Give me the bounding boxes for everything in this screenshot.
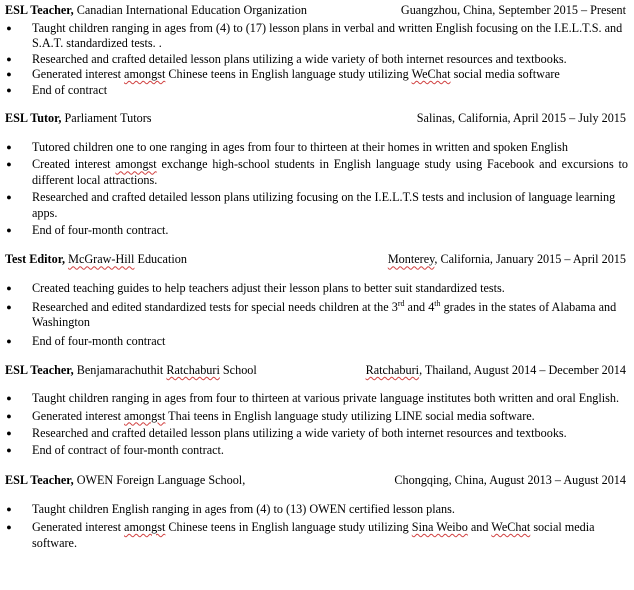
job-role: ESL Tutor,	[5, 111, 62, 126]
job-bullets	[0, 391, 634, 459]
bullet-icon: ●	[6, 84, 12, 95]
bullet-icon: ●	[6, 283, 12, 294]
bullet-text: End of four-month contract.	[32, 223, 169, 238]
job-entry	[0, 362, 634, 459]
job-role: ESL Teacher,	[5, 3, 74, 17]
job-entry	[0, 2, 634, 98]
bullet-text: Researched and crafted detailed lesson plans utilizing a wide variety of both internet resources and textbooks.	[32, 51, 567, 66]
bullet-icon: ●	[6, 23, 12, 33]
bullet-icon: ●	[6, 69, 12, 80]
bullet-text: Taught children ranging in ages from (4) to (17) lesson plans in verbal and written English focusing on the I.E.L.T.S. and S.A.T. standardized tests. .	[32, 21, 623, 51]
job-entry	[0, 110, 634, 238]
job-location-dates: Ratchaburi, Thailand, August 2014 – December 2014	[365, 363, 626, 378]
bullet-icon: ●	[6, 335, 12, 346]
bullet-icon: ●	[6, 142, 12, 153]
job-bullets	[0, 21, 634, 98]
bullet-icon: ●	[6, 225, 12, 236]
bullet-text: Taught children ranging in ages from four to thirteen at various private language institutes both written and oral English.	[32, 391, 620, 406]
list-item	[0, 443, 634, 458]
job-bullets	[0, 502, 634, 551]
bullet-icon: ●	[6, 192, 12, 203]
job-header	[0, 2, 634, 18]
job-header	[0, 251, 634, 267]
job-role: ESL Teacher,	[5, 472, 74, 487]
bullet-text: End of four-month contract	[32, 333, 166, 348]
bullet-icon: ●	[6, 393, 12, 404]
job-header	[0, 362, 634, 378]
list-item	[0, 190, 634, 221]
bullet-icon: ●	[6, 159, 12, 170]
bullet-text: End of contract of four-month contract.	[32, 443, 224, 458]
bullet-text: Researched and crafted detailed lesson plans utilizing focusing on the I.E.L.T.S tests and inclusion of language learning apps.	[32, 190, 616, 220]
list-item	[0, 502, 634, 517]
bullet-icon: ●	[6, 410, 12, 421]
job-bullets	[0, 281, 634, 349]
bullet-icon: ●	[6, 503, 12, 514]
job-bullets	[0, 140, 634, 238]
bullet-text: End of contract	[32, 82, 108, 97]
list-item	[0, 83, 634, 98]
job-title-line	[5, 472, 245, 488]
bullet-icon: ●	[6, 53, 12, 64]
job-title-line	[5, 251, 187, 267]
job-organization: McGraw-Hill Education	[68, 252, 187, 267]
list-item	[0, 334, 634, 349]
job-organization: OWEN Foreign Language School,	[73, 472, 246, 487]
list-item	[0, 281, 634, 296]
bullet-text: Tutored children one to one ranging in ages from four to thirteen at their homes in written and spoken English	[32, 140, 569, 155]
bullet-icon: ●	[6, 522, 12, 533]
list-item	[0, 300, 634, 331]
job-title-line	[5, 362, 257, 378]
bullet-text: Generated interest amongst Thai teens in English language study utilizing LINE social media software.	[32, 408, 535, 423]
list-item	[0, 67, 634, 82]
list-item	[0, 520, 634, 551]
list-item	[0, 157, 634, 188]
job-header	[0, 110, 634, 126]
job-organization: Benjamarachuthit Ratchaburi School	[73, 363, 257, 378]
job-organization: Canadian International Education Organization	[73, 3, 307, 17]
bullet-text: Researched and crafted detailed lesson plans utilizing a wide variety of both internet resources and textbooks.	[32, 425, 567, 440]
job-location-dates: Chongqing, China, August 2013 – August 2014	[394, 472, 626, 487]
job-entry	[0, 472, 634, 551]
job-location-dates: Monterey, California, January 2015 – April 2015	[387, 252, 626, 267]
bullet-text: Taught children English ranging in ages from (4) to (13) OWEN certified lesson plans.	[32, 501, 455, 516]
bullet-text: Created teaching guides to help teachers adjust their lesson plans to better suit standardized tests.	[32, 281, 505, 296]
bullet-icon: ●	[6, 445, 12, 456]
job-header	[0, 472, 634, 488]
list-item	[0, 223, 634, 238]
list-item	[0, 52, 634, 67]
bullet-text: Created interest amongst exchange high-school students in English language study using Facebook and excursions to different local attractions.	[32, 157, 628, 187]
list-item	[0, 140, 634, 155]
list-item	[0, 391, 634, 406]
job-entry	[0, 251, 634, 349]
job-organization: Parliament Tutors	[61, 111, 152, 126]
job-role: Test Editor,	[5, 252, 66, 267]
list-item	[0, 409, 634, 424]
list-item	[0, 21, 634, 52]
job-title-line	[5, 2, 307, 18]
job-location-dates: Salinas, California, April 2015 – July 2015	[416, 111, 626, 126]
list-item	[0, 426, 634, 441]
job-title-line	[5, 110, 152, 126]
bullet-icon: ●	[6, 427, 12, 438]
job-location-dates: Guangzhou, China, September 2015 – Present	[400, 3, 626, 17]
bullet-text: Generated interest amongst Chinese teens in English language study utilizing Sina Weibo and WeChat social media software.	[32, 520, 595, 550]
bullet-text: Generated interest amongst Chinese teens in English language study utilizing WeChat social media software	[32, 67, 560, 82]
bullet-text: Researched and edited standardized tests for special needs children at the 3rd and 4th grades in the states of Alabama and Washington	[32, 298, 617, 330]
bullet-icon: ●	[6, 301, 12, 312]
job-role: ESL Teacher,	[5, 363, 74, 378]
